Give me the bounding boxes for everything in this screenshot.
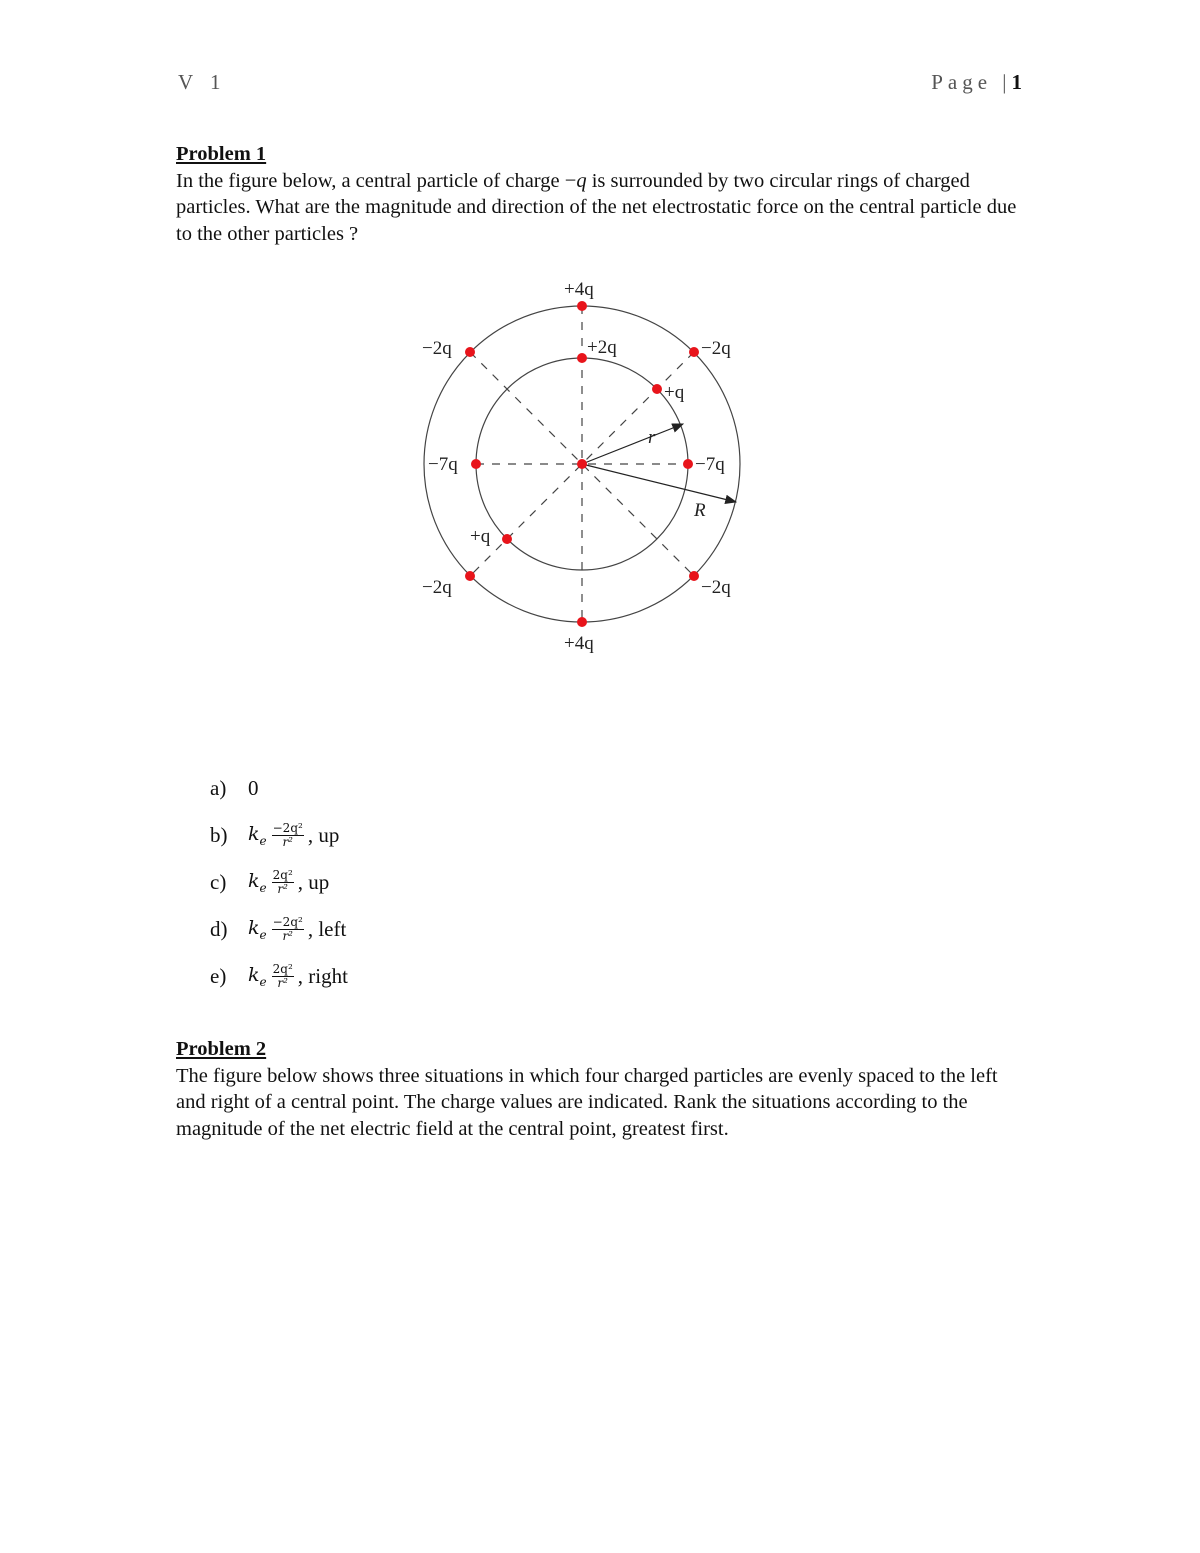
charge-inner-left xyxy=(471,459,481,469)
page-label: Page | xyxy=(931,70,1012,94)
label-inner-top: +2q xyxy=(587,337,617,358)
label-outer-top: +4q xyxy=(564,279,594,300)
charge-outer-bottom xyxy=(577,617,587,627)
label-inner-left: −7q xyxy=(428,454,458,475)
label-inner-right: −7q xyxy=(695,454,725,475)
page-number xyxy=(931,70,1022,95)
problem-2-text: The figure below shows three situations in which four charged particles are evenly spaced to the left and right of a central point. The charge values are indicated. Rank the situations according to the magnitude of the net electric field at the central point, greatest first. xyxy=(176,1064,998,1140)
choice-c-label: c) xyxy=(210,870,227,894)
choice-c-ke: $k_e$ xyxy=(248,870,267,895)
charge-outer-upper-left xyxy=(465,347,475,357)
problem-1-text-after: is surrounded by two circular rings of charged particles. What are the magnitude and direction of the net electrostatic force on the central particle due to the other particles ? xyxy=(176,169,1017,245)
radius-r-arrow xyxy=(582,424,683,464)
choice-b-fraction: $\frac{\text{−2q²}}{\text{r²}}$ xyxy=(272,821,303,849)
choice-e-direction: , right xyxy=(297,964,348,988)
problem-1-text-before: In the figure below, a central particle of charge − xyxy=(176,169,577,192)
problem-1-heading: Problem 1 xyxy=(176,143,267,165)
choice-c-direction: , up xyxy=(297,870,330,894)
choice-d[interactable] xyxy=(210,906,348,953)
problem-2-heading: Problem 2 xyxy=(176,1038,267,1060)
problem-2 xyxy=(176,1036,1026,1142)
charge-outer-lower-left xyxy=(465,571,475,581)
choice-b-ke: $k_e$ xyxy=(248,823,267,848)
answer-choices xyxy=(210,765,348,1000)
label-outer-lower-right: −2q xyxy=(701,577,731,598)
choice-b[interactable] xyxy=(210,812,348,859)
choice-d-fraction: $\frac{\text{−2q²}}{\text{r²}}$ xyxy=(272,915,303,943)
charge-inner-top xyxy=(577,353,587,363)
label-outer-upper-right: −2q xyxy=(701,338,731,359)
choice-b-label: b) xyxy=(210,823,228,847)
label-inner-lower-left: +q xyxy=(470,526,491,547)
choice-e-label: e) xyxy=(210,964,227,988)
charge-outer-upper-right xyxy=(689,347,699,357)
label-outer-upper-left: −2q xyxy=(422,338,452,359)
choice-a[interactable] xyxy=(210,765,348,812)
choice-d-label: d) xyxy=(210,917,228,941)
label-radius-r: r xyxy=(648,427,656,448)
choice-a-value: 0 xyxy=(248,776,259,800)
page-number-value: 1 xyxy=(1011,70,1022,94)
choice-e[interactable] xyxy=(210,953,348,1000)
choice-d-ke: $k_e$ xyxy=(248,917,267,942)
charge-rings-figure xyxy=(400,270,780,660)
choice-a-label: a) xyxy=(210,776,227,800)
label-inner-upper-right: +q xyxy=(664,382,685,403)
charge-inner-lower-left xyxy=(502,534,512,544)
problem-1 xyxy=(176,141,1026,247)
choice-e-ke: $k_e$ xyxy=(248,964,267,989)
choice-b-direction: , up xyxy=(307,823,340,847)
choice-c[interactable] xyxy=(210,859,348,906)
problem-1-text-var: q xyxy=(576,169,587,192)
label-radius-R: R xyxy=(694,500,706,521)
label-outer-lower-left: −2q xyxy=(422,577,452,598)
charge-outer-top xyxy=(577,301,587,311)
version-label: V 1 xyxy=(178,70,227,94)
charge-central xyxy=(577,459,587,469)
choice-e-fraction: $\frac{\text{2q²}}{\text{r²}}$ xyxy=(272,962,293,990)
charge-inner-upper-right xyxy=(652,384,662,394)
choice-d-direction: , left xyxy=(307,917,347,941)
charge-inner-right xyxy=(683,459,693,469)
label-outer-bottom: +4q xyxy=(564,633,594,654)
choice-c-fraction: $\frac{\text{2q²}}{\text{r²}}$ xyxy=(272,868,293,896)
problem-1-text xyxy=(176,168,1026,248)
charge-outer-lower-right xyxy=(689,571,699,581)
